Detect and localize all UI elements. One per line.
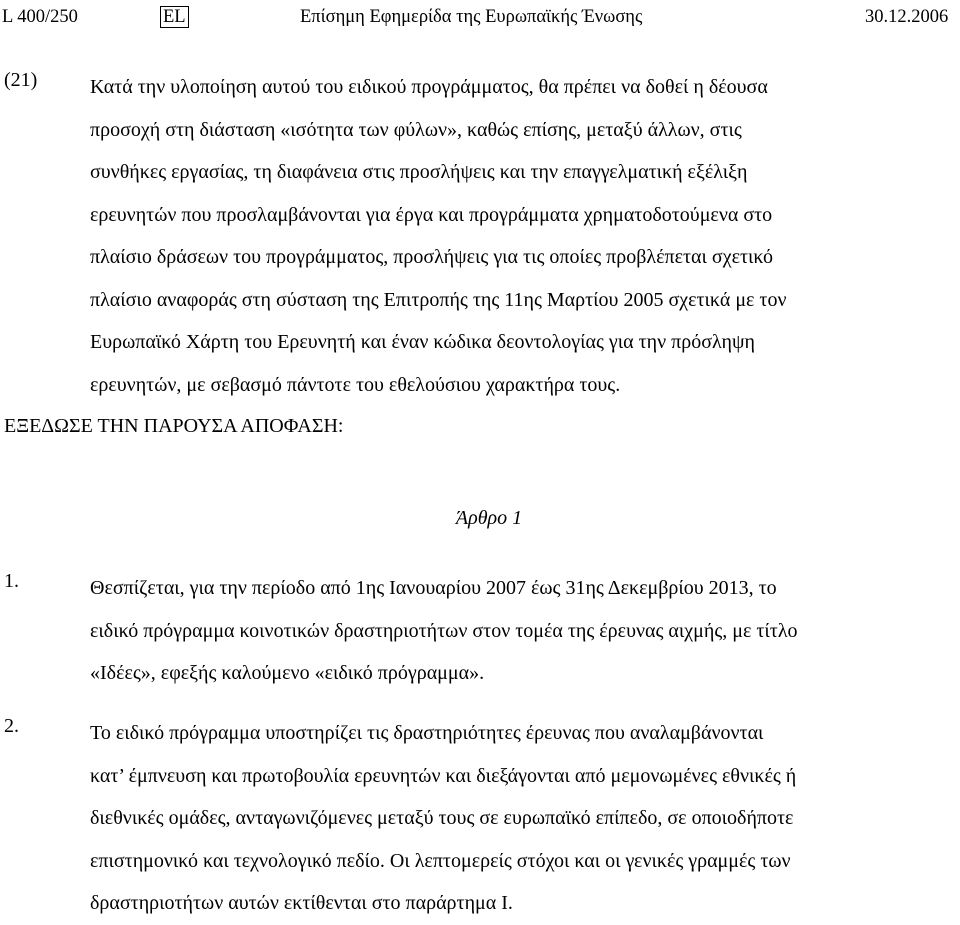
enacting-formula: ΕΞΕΔΩΣΕ ΤΗΝ ΠΑΡΟΥΣΑ ΑΠΟΦΑΣΗ: [4,415,344,437]
paragraph-line: Θεσπίζεται, για την περίοδο από 1ης Ιανουαρίου 2007 έως 31ης Δεκεμβρίου 2013, το [90,577,777,599]
paragraph-text [90,712,940,925]
recital-line: ερευνητών, με σεβασμό πάντοτε του εθελούσιου χαρακτήρα τους. [90,373,621,396]
article-title: Άρθρο 1 [455,507,523,529]
recital-line: πλαίσιο αναφοράς στη σύσταση της Επιτροπής της 11ης Μαρτίου 2005 σχετικά με τον [90,288,787,311]
publication-date: 30.12.2006 [865,7,949,27]
journal-title: Επίσημη Εφημερίδα της Ευρωπαϊκής Ένωσης [300,7,643,27]
oj-reference: L 400/250 [2,7,78,27]
paragraph-number: 1. [4,570,19,592]
language-badge: EL [160,6,189,28]
recital-text [90,66,940,406]
paragraph-text [90,567,940,695]
paragraph-number: 2. [4,715,19,737]
recital-line: πλαίσιο δράσεων του προγράμματος, προσλήψεις για τις οποίες προβλέπεται σχετικό [90,246,774,268]
paragraph-line: διεθνικές ομάδες, ανταγωνιζόμενες μεταξύ τους σε ευρωπαϊκό επίπεδο, σε οποιοδήποτε [90,807,794,829]
paragraph-line: κατ’ έμπνευση και πρωτοβουλία ερευνητών και διεξάγονται από μεμονωμένες εθνικές ή [90,764,797,787]
recital-line: Ευρωπαϊκό Χάρτη του Ερευνητή και έναν κώδικα δεοντολογίας για την πρόσληψη [90,331,755,353]
paragraph-line: επιστημονικό και τεχνολογικό πεδίο. Οι λεπτομερείς στόχοι και οι γενικές γραμμές των [90,849,791,872]
paragraph-line: δραστηριοτήτων αυτών εκτίθενται στο παράρτημα Ι. [90,892,513,914]
recital-line: ερευνητών που προσλαμβάνονται για έργα και προγράμματα χρηματοδοτούμενα στο [90,203,773,226]
recital-line: συνθήκες εργασίας, τη διαφάνεια στις προσλήψεις και την επαγγελματική εξέλιξη [90,161,748,183]
paragraph-line: ειδικό πρόγραμμα κοινοτικών δραστηριοτήτων στον τομέα της έρευνας αιχμής, με τίτλο [90,619,798,642]
recital-number: (21) [4,69,38,91]
page-header [0,4,960,30]
paragraph-line: Το ειδικό πρόγραμμα υποστηρίζει τις δραστηριότητες έρευνας που αναλαμβάνονται [90,722,764,744]
recital-line: προσοχή στη διάσταση «ισότητα των φύλων», καθώς επίσης, μεταξύ άλλων, στις [90,118,742,141]
recital-line: Κατά την υλοποίηση αυτού του ειδικού προγράμματος, θα πρέπει να δοθεί η δέουσα [90,76,768,98]
paragraph-line: «Ιδέες», εφεξής καλούμενο «ειδικό πρόγραμμα». [90,662,485,684]
